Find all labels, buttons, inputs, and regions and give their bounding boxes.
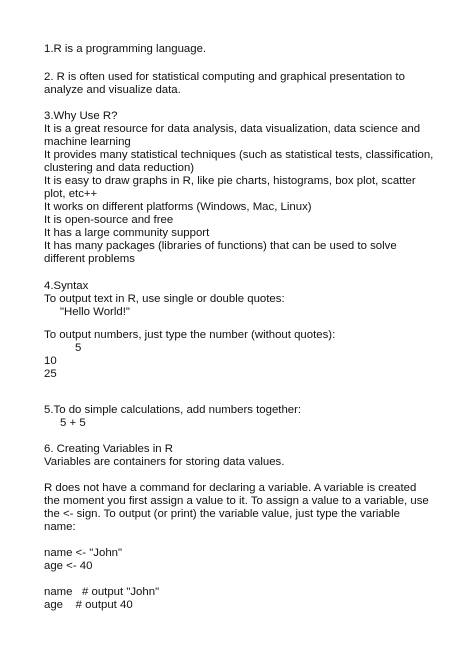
text-line: name:	[44, 521, 76, 533]
text-line: the moment you first assign a value to it. To assign a value to a variable, use	[44, 495, 429, 507]
code-line: 10	[44, 355, 57, 367]
text-line: plot, etc++	[44, 188, 98, 200]
text-line: It works on different platforms (Windows, Mac, Linux)	[44, 201, 312, 213]
text-line: 3.Why Use R?	[44, 110, 118, 122]
text-line: 5.To do simple calculations, add numbers together:	[44, 404, 302, 416]
text-line: 2. R is often used for statistical computing and graphical presentation to	[44, 71, 405, 83]
code-line: name <- "John"	[44, 547, 123, 559]
text-line: Variables are containers for storing data values.	[44, 456, 285, 468]
text-line: To output text in R, use single or double quotes:	[44, 293, 285, 305]
text-line: It is easy to draw graphs in R, like pie charts, histograms, box plot, scatter	[44, 175, 416, 187]
text-line: R does not have a command for declaring a variable. A variable is created	[44, 482, 417, 494]
text-line: the <- sign. To output (or print) the variable value, just type the variable	[44, 508, 400, 520]
text-line: It has a large community support	[44, 227, 210, 239]
text-line: It is a great resource for data analysis, data visualization, data science and	[44, 123, 421, 135]
text-line: It is open-source and free	[44, 214, 174, 226]
text-line: It has many packages (libraries of functions) that can be used to solve	[44, 240, 397, 252]
code-line: age # output 40	[44, 599, 133, 611]
text-line: machine learning	[44, 136, 131, 148]
code-line: "Hello World!"	[60, 306, 130, 318]
text-line: different problems	[44, 253, 135, 265]
text-line: 6. Creating Variables in R	[44, 443, 173, 455]
text-line: clustering and data reduction)	[44, 162, 195, 174]
code-line: 5	[75, 342, 82, 354]
text-line: 1.R is a programming language.	[44, 43, 207, 55]
code-line: 5 + 5	[60, 417, 86, 429]
text-line: It provides many statistical techniques (such as statistical tests, classification,	[44, 149, 434, 161]
code-line: 25	[44, 368, 57, 380]
text-line: 4.Syntax	[44, 280, 89, 292]
text-line: analyze and visualize data.	[44, 84, 181, 96]
code-line: age <- 40	[44, 560, 93, 572]
code-line: name # output "John"	[44, 586, 160, 598]
text-line: To output numbers, just type the number (without quotes):	[44, 329, 336, 341]
